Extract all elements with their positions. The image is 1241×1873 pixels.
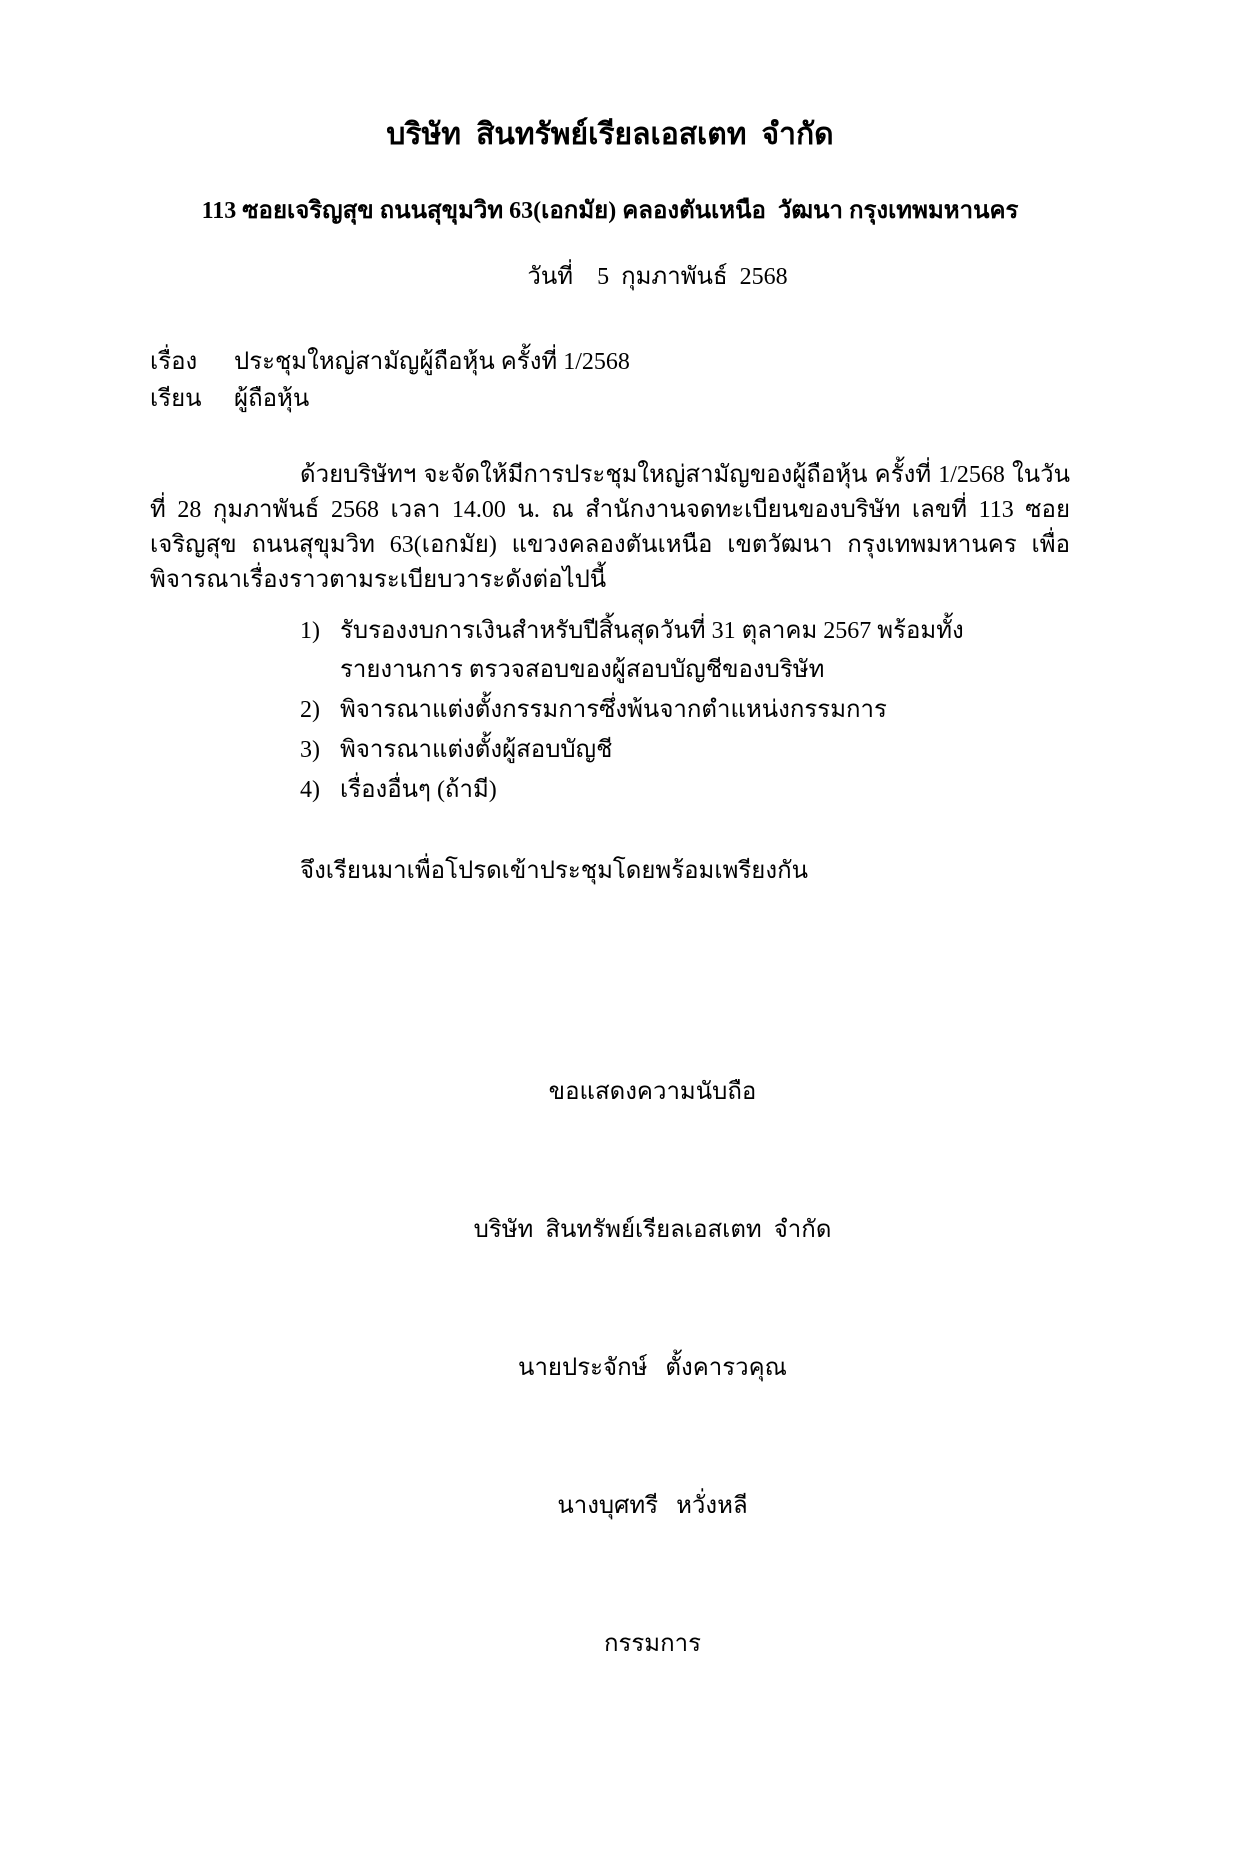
agenda-item-3-number: 3)	[300, 737, 320, 763]
agenda-item-1-number: 1)	[300, 618, 320, 644]
agenda-item-1	[300, 612, 1070, 690]
recipient-row	[150, 381, 1070, 418]
agenda-item-3	[300, 731, 1070, 770]
company-title: บริษัท สินทรัพย์เรียลเอสเตท จำกัด	[386, 118, 834, 151]
subject-label: เรื่อง	[150, 349, 198, 375]
agenda-item-2	[300, 691, 1070, 730]
agenda-item-4-text: เรื่องอื่นๆ (ถ้ามี)	[340, 777, 497, 803]
letter-page	[0, 118, 1241, 1873]
signature-company: บริษัท สินทรัพย์เรียลเอสเตท จำกัด	[473, 1217, 832, 1243]
agenda-item-1-text: รับรองงบการเงินสำหรับปีสิ้นสุดวันที่ 31 ตุลาคม 2567 พร้อมทั้งรายงานการ ตรวจสอบของผู้สอบบัญชีของบริษัท	[340, 618, 964, 683]
agenda-item-4	[300, 771, 1070, 810]
subject-row	[150, 344, 1070, 381]
agenda-item-2-number: 2)	[300, 697, 320, 723]
company-address: 113 ซอยเจริญสุข ถนนสุขุมวิท 63(เอกมัย) คลองตันเหนือ วัฒนา กรุงเทพมหานคร	[201, 198, 1019, 224]
body-paragraph: ด้วยบริษัทฯ จะจัดให้มีการประชุมใหญ่สามัญของผู้ถือหุ้น ครั้งที่ 1/2568 ในวันที่ 28 กุมภาพันธ์ 2568 เวลา 14.00 น. ณ สำนักงานจดทะเบียนของบริษัท เลขที่ 113 ซอยเจริญสุข ถนนสุขุมวิท 63(เอกมัย) แขวงคลองตันเหนือ เขตวัฒนา กรุงเทพมหานคร เพื่อพิจารณาเรื่องราวตามระเบียบวาระดังต่อไปนี้	[150, 462, 1070, 593]
agenda-item-3-text: พิจารณาแต่งตั้งผู้สอบบัญชี	[340, 737, 613, 763]
signature-role: กรรมการ	[603, 1631, 702, 1657]
signature-signer-2: นางบุศทรี หวั่งหลี	[557, 1493, 748, 1519]
signature-signer-1: นายประจักษ์ ตั้งคารวคุณ	[518, 1355, 787, 1381]
recipient-label: เรียน	[150, 386, 202, 412]
signature-block	[150, 977, 1070, 1759]
letter-meta	[150, 344, 1070, 418]
subject-value: ประชุมใหญ่สามัญผู้ถือหุ้น ครั้งที่ 1/2568	[234, 349, 630, 375]
recipient-value: ผู้ถือหุ้น	[234, 386, 310, 412]
agenda-item-4-number: 4)	[300, 777, 320, 803]
closing-line: จึงเรียนมาเพื่อโปรดเข้าประชุมโดยพร้อมเพรียงกัน	[300, 858, 809, 884]
agenda-list	[150, 612, 1070, 810]
date-line: วันที่ 5 กุมภาพันธ์ 2568	[527, 264, 788, 290]
signature-salutation: ขอแสดงความนับถือ	[548, 1079, 757, 1105]
agenda-item-2-text: พิจารณาแต่งตั้งกรรมการซึ่งพ้นจากตำแหน่งกรรมการ	[340, 697, 887, 723]
